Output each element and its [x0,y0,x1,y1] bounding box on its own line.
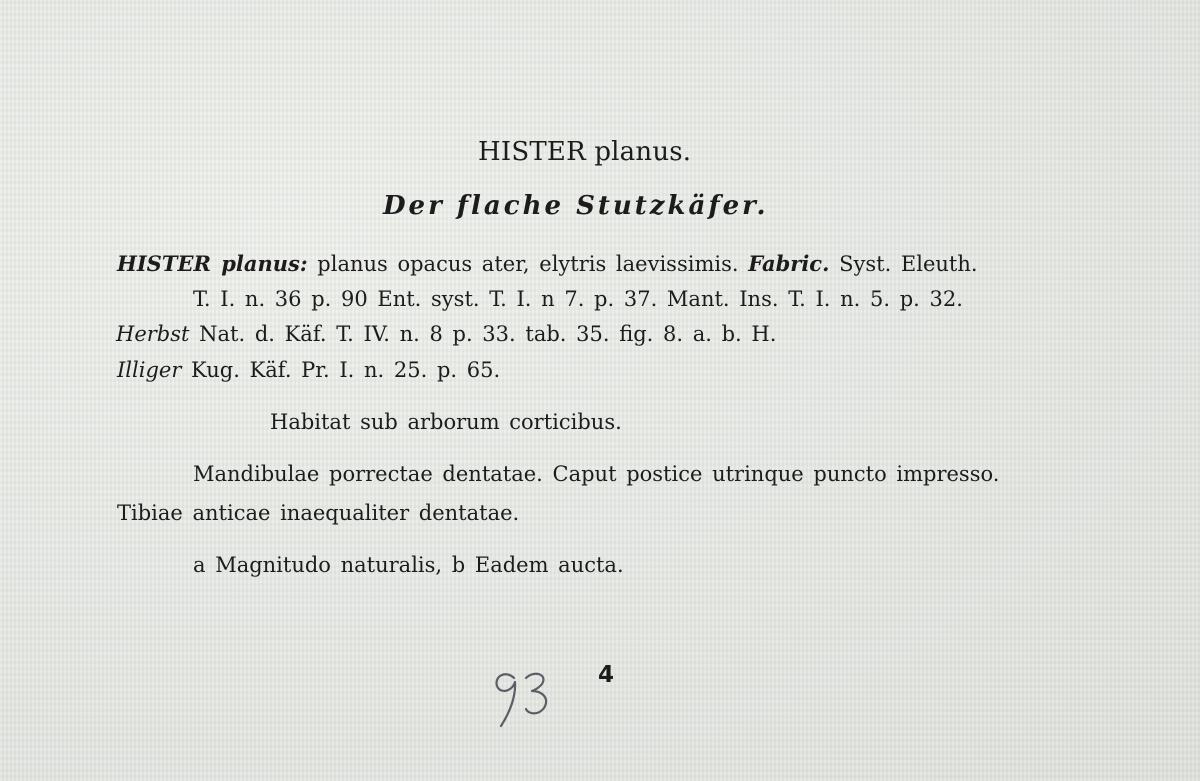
handwritten-number [488,662,568,732]
reference-line-4 [117,360,500,381]
common-name-title: Der flache Stutzkäfer. [383,191,769,221]
reference-author-fabric: Fabric. [748,251,830,276]
description-line-2: Tibiae anticae inaequaliter dentatae. [117,501,520,525]
reference-herbst-source: Nat. d. Käf. T. IV. n. 8 p. 33. tab. 35. fig. 8. a. b. H. [189,322,777,346]
description-line-1: Mandibulae porrectae dentatae. Caput postice utrinque puncto impresso. [193,462,1000,486]
reference-source: Syst. Eleuth. [829,252,978,276]
reference-species-name: HISTER planus: [117,251,308,276]
reference-line-2: T. I. n. 36 p. 90 Ent. syst. T. I. n 7. p. 37. Mant. Ins. T. I. n. 5. p. 32. [193,287,963,311]
handwritten-number-drawing [488,662,568,732]
reference-illiger-source: Kug. Käf. Pr. I. n. 25. p. 65. [181,358,501,382]
page-number: 4 [598,662,615,688]
species-title: HISTER planus. [478,137,692,167]
reference-line-3 [116,324,776,345]
reference-diagnosis: planus opacus ater, elytris laevissimis. [307,252,749,276]
reference-author-illiger: Illiger [117,358,182,382]
habitat-text: Habitat sub arborum corticibus. [270,410,622,434]
reference-author-herbst: Herbst [116,322,190,346]
figure-caption: a Magnitudo naturalis, b Eadem aucta. [193,553,624,577]
reference-line-1 [117,253,978,275]
